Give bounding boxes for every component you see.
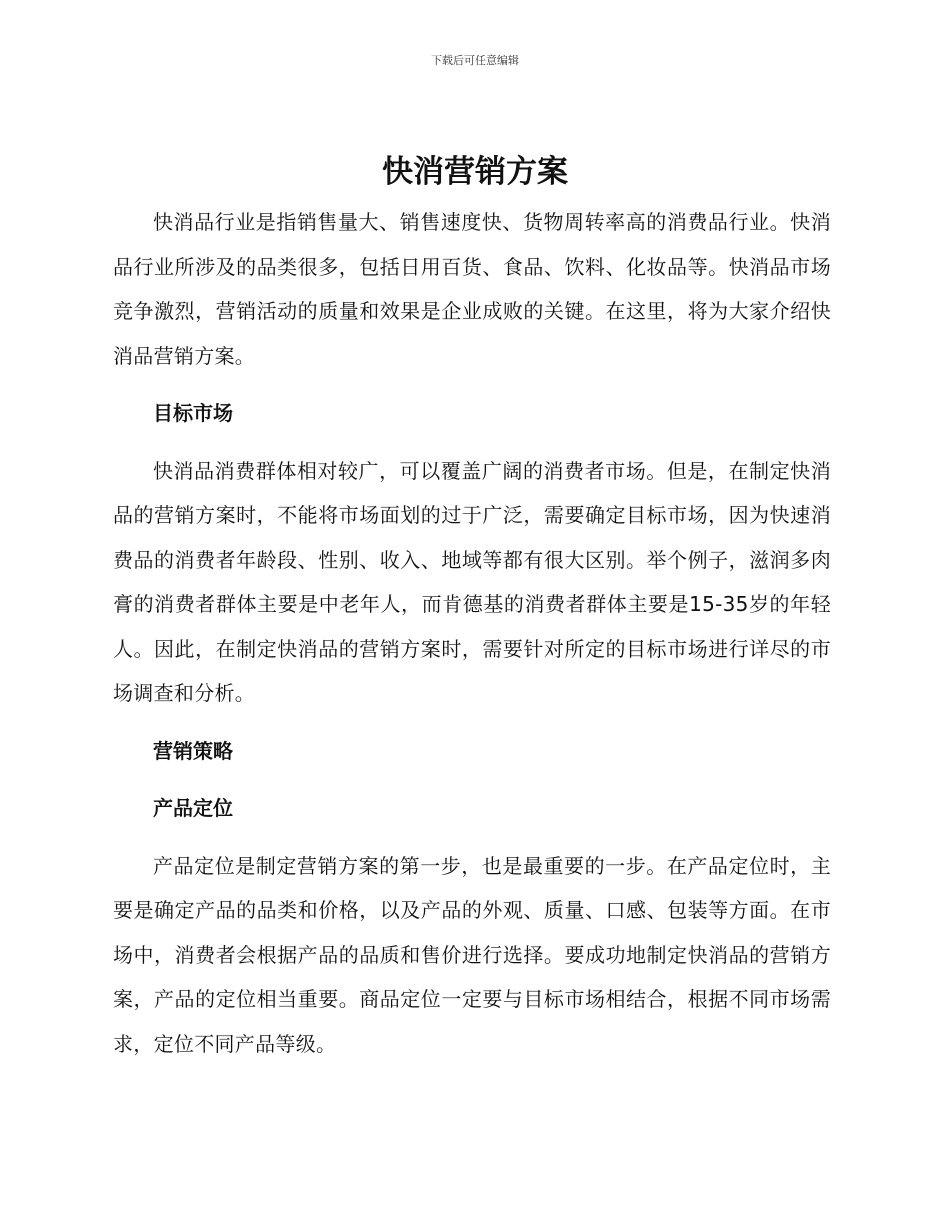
document-body (113, 200, 831, 1066)
document-title: 快消营销方案 (382, 154, 568, 190)
intro-paragraph: 快消品行业是指销售量大、销售速度快、货物周转率高的消费品行业。快消品行业所涉及的品类很多，包括日用百货、食品、饮料、化妆品等。快消品市场竞争激烈，营销活动的质量和效果是企业成败的关键。在这里，将为大家介绍快消品营销方案。 (113, 210, 831, 368)
product-positioning-paragraph: 产品定位是制定营销方案的第一步，也是最重要的一步。在产品定位时，主要是确定产品的品类和价格，以及产品的外观、质量、口感、包装等方面。在市场中，消费者会根据产品的品质和售价进行选择。要成功地制定快消品的营销方案，产品的定位相当重要。商品定位一定要与目标市场相结合，根据不同市场需求，定位不同产品等级。 (113, 853, 831, 1056)
section-heading-marketing-strategy: 营销策略 (153, 738, 233, 763)
header-note: 下载后可任意编辑 (431, 54, 519, 67)
section-heading-product-positioning: 产品定位 (153, 796, 233, 820)
section-heading-target-market: 目标市场 (153, 401, 233, 425)
target-market-paragraph: 快消品消费群体相对较广，可以覆盖广阔的消费者市场。但是，在制定快消品的营销方案时，不能将市场面划的过于广泛，需要确定目标市场，因为快速消费品的消费者年龄段、性别、收入、地域等都有很大区别。举个例子，滋润多肉膏的消费者群体主要是中老年人，而肯德基的消费者群体主要是15-35岁的年轻人。因此，在制定快消品的营销方案时，需要针对所定的目标市场进行详尽的市场调查和分析。 (113, 458, 831, 705)
